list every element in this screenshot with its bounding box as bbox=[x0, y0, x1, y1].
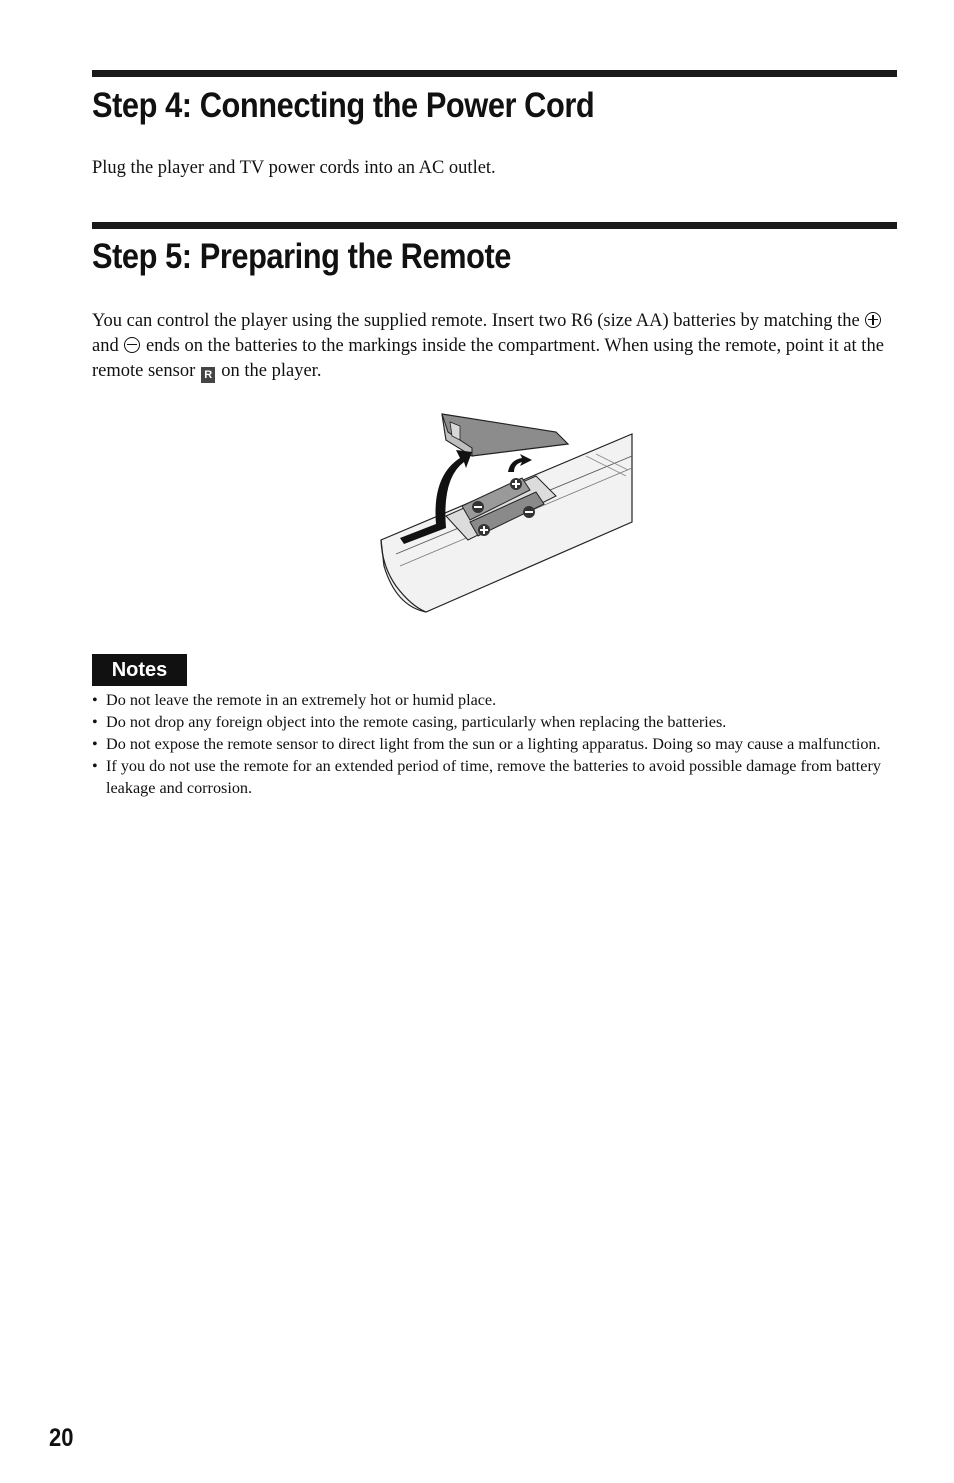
notes-badge: Notes bbox=[92, 654, 187, 686]
section-rule-step5 bbox=[92, 222, 897, 229]
note-item: • Do not leave the remote in an extremely hot or humid place. bbox=[92, 689, 898, 711]
step5-heading: Step 5: Preparing the Remote bbox=[92, 237, 511, 276]
remote-battery-illustration bbox=[376, 406, 636, 618]
page-number: 20 bbox=[49, 1424, 74, 1452]
note-item: • If you do not use the remote for an extended period of time, remove the batteries to avoid possible damage from battery leakage and corrosion. bbox=[92, 755, 898, 799]
plus-icon bbox=[865, 312, 881, 328]
minus-icon bbox=[124, 337, 140, 353]
step4-heading: Step 4: Connecting the Power Cord bbox=[92, 86, 595, 125]
note-item: • Do not drop any foreign object into the remote casing, particularly when replacing the batteries. bbox=[92, 711, 898, 733]
step4-body: Plug the player and TV power cords into an AC outlet. bbox=[92, 158, 496, 178]
step5-body-and: and bbox=[92, 336, 119, 356]
step5-body-part1: You can control the player using the supplied remote. Insert two R6 (size AA) batteries by matching the bbox=[92, 311, 860, 331]
step5-body-part2: ends on the batteries to the markings inside the compartment. When using the remote, point it at the remote sensor bbox=[92, 336, 884, 381]
step5-body bbox=[92, 309, 892, 384]
remote-sensor-icon: R bbox=[201, 367, 215, 383]
step5-body-part3: on the player. bbox=[221, 361, 322, 381]
section-rule-step4 bbox=[92, 70, 897, 77]
note-item: • Do not expose the remote sensor to direct light from the sun or a lighting apparatus. Doing so may cause a malfunction. bbox=[92, 733, 898, 755]
notes-list bbox=[92, 689, 898, 799]
